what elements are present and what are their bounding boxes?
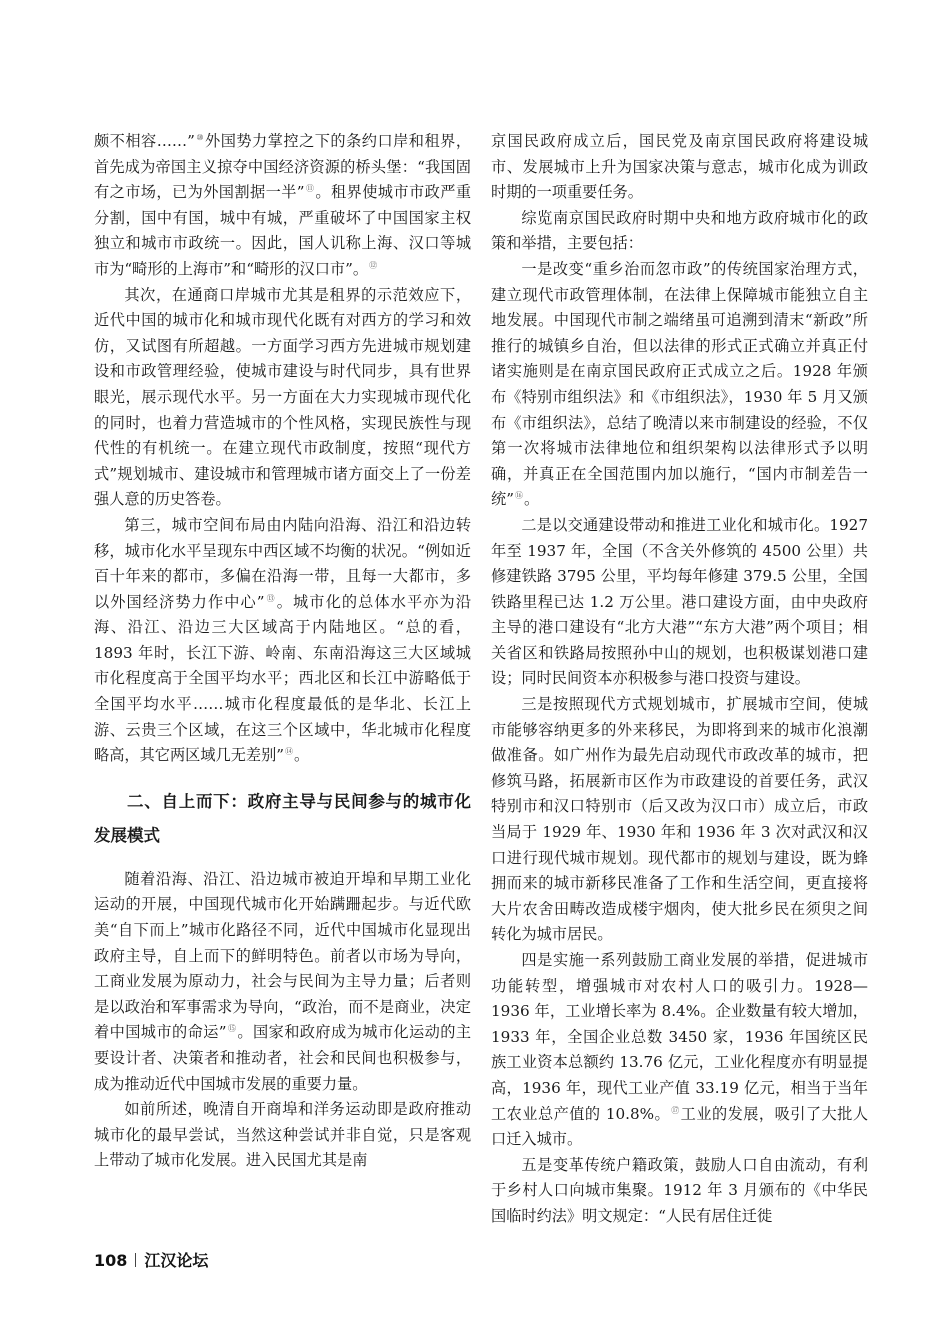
footnote-marker[interactable]: ⑬ (265, 593, 276, 603)
page-number: 108 (94, 1251, 128, 1270)
paragraph: 其次，在通商口岸城市尤其是租界的示范效应下，近代中国的城市化和城市现代化既有对西方的学习和效仿，又试图有所超越。一方面学习西方先进城市规划建设和市政管理经验，使城市建设与时代同步，具有世界眼光，展示现代水平。另一方面在大力实现城市现代化的同时，也着力营造城市的个性风格，实现民族性与现代性的有机统一。在建立现代市政制度，按照“现代方式”规划城市、建设城市和管理城市诸方面交上了一份差强人意的历史答卷。 (94, 285, 471, 509)
paragraph: 随着沿海、沿江、沿边城市被迫开埠和早期工业化运动的开展，中国现代城市化开始蹒跚起步。与近代欧美“自下而上”城市化路径不同，近代中国城市化显现出政府主导，自上而下的鲜明特色。前者以市场为导向，工商业发展为原动力，社会与民间为主导力量；后者则是以政治和军事需求为导向，“政治，而不是商业，决定着中国城市的命运”⑮。国家和政府成为城市化运动的主要设计者、决策者和推动者，社会和民间也积极参与，成为推动近代中国城市发展的重要力量。 (94, 869, 472, 1093)
journal-name: 江汉论坛 (144, 1251, 209, 1270)
footnote-marker[interactable]: ⑭ (285, 747, 294, 757)
footnote-marker[interactable]: ⑩ (195, 132, 205, 142)
paragraph: 二是以交通建设带动和推进工业化和城市化。1927 年至 1937 年，全国（不含关外修筑的 4500 公里）共修建铁路 3795 公里，平均每年修建 379.5 公里，全国铁路里程已达 1.2 万公里。港口建设方面，由中央政府主导的港口建设有“北方大港”“东方大港”两个项目；相关省区和铁路局按照孙中山的规划，也积极谋划港口建设；同时民间资本亦积极参与港口投资与建设。 (491, 515, 868, 688)
footnote-marker[interactable]: ⑫ (369, 260, 378, 270)
footnote-marker[interactable]: ⑰ (671, 1105, 680, 1115)
right-column (491, 129, 868, 1230)
left-column (94, 129, 471, 1174)
paragraph: 一是改变“重乡治而忽市政”的传统国家治理方式，建立现代市政管理体制，在法律上保障城市能独立自主地发展。中国现代市制之端绪虽可追溯到清末“新政”所推行的城镇乡自治，但以法律的形式正式确立并真正付诸实施则是在南京国民政府正式成立之后。1928 年颁布《特别市组织法》和《市组织法》，1930 年 5 月又颁布《市组织法》，总结了晚清以来市制建设的经验，不仅第一次将城市法律地位和组织架构以法律形式予以明确，并真正在全国范围内加以施行，“国内市制差告一统”⑯。 (491, 259, 868, 509)
section-heading: 二、自上而下：政府主导与民间参与的城市化发展模式 (94, 791, 471, 845)
footnote-marker[interactable]: ⑮ (227, 1024, 237, 1034)
paragraph: 综览南京国民政府时期中央和地方政府城市化的政策和举措，主要包括： (491, 208, 868, 253)
page-footer (94, 1248, 208, 1271)
footnote-marker[interactable]: ⑪ (305, 184, 315, 194)
footnote-marker[interactable]: ⑯ (514, 491, 523, 501)
paragraph: 五是变革传统户籍政策，鼓励人口自由流动，有利于乡村人口向城市集聚。1912 年 3 月颁布的《中华民国临时约法》明文规定：“人民有居住迁徙 (491, 1155, 868, 1225)
paragraph: 颇不相容……”⑩外国势力掌控之下的条约口岸和租界，首先成为帝国主义掠夺中国经济资源的桥头堡：“我国固有之市场，已为外国割据一半”⑪。租界使城市市政严重分割，国中有国，城中有城，严重破坏了中国国家主权独立和城市市政统一。因此，国人讥称上海、汉口等城市为“畸形的上海市”和“畸形的汉口市”。⑫ (94, 132, 472, 278)
footer-divider (135, 1253, 136, 1267)
paragraph: 三是按照现代方式规划城市，扩展城市空间，使城市能够容纳更多的外来移民，为即将到来的城市化浪潮做准备。如广州作为最先启动现代市政改革的城市，把修筑马路，拓展新市区作为市政建设的首要任务，武汉特别市和汉口特别市（后又改为汉口市）成立后，市政当局于 1929 年、1930 年和 1936 年 3 次对武汉和汉口进行现代城市规划。现代都市的规划与建设，既为蜂拥而来的城市新移民准备了工作和生活空间，更直接将大片农舍田畴改造成楼宇烟肉，使大批乡民在须臾之间转化为城市居民。 (491, 695, 868, 944)
paragraph: 京国民政府成立后，国民党及南京国民政府将建设城市、发展城市上升为国家决策与意志，城市化成为训政时期的一项重要任务。 (491, 132, 868, 202)
paragraph: 第三，城市空间布局由内陆向沿海、沿江和沿边转移，城市化水平呈现东中西区域不均衡的状况。“例如近百十年来的都市，多偏在沿海一带，且每一大都市，多以外国经济势力作中心”⑬。城市化的总体水平亦为沿海、沿江、沿边三大区域高于内陆地区。“总的看，1893 年时，长江下游、岭南、东南沿海这三大区域城市化程度高于全国平均水平；西北区和长江中游略低于全国平均水平……城市化程度最低的是华北、长江上游、云贵三个区域，在这三个区域中，华北城市化程度略高，其它两区域几无差别”⑭。 (94, 515, 472, 765)
paragraph: 四是实施一系列鼓励工商业发展的举措，促进城市功能转型，增强城市对农村人口的吸引力。1928—1936 年，工业增长率为 8.4%。企业数量有较大增加，1933 年，全国企业总数 3450 家，1936 年国统区民族工业资本总额约 13.76 亿元，工业化程度亦有明显提高，1936 年，现代工业产值 33.19 亿元，相当于当年工农业总产值的 10.8%。⑰工业的发展，吸引了大批人口迁入城市。 (491, 951, 869, 1149)
paragraph: 如前所述，晚清自开商埠和洋务运动即是政府推动城市化的最早尝试，当然这种尝试并非自觉，只是客观上带动了城市化发展。进入民国尤其是南 (94, 1100, 471, 1170)
